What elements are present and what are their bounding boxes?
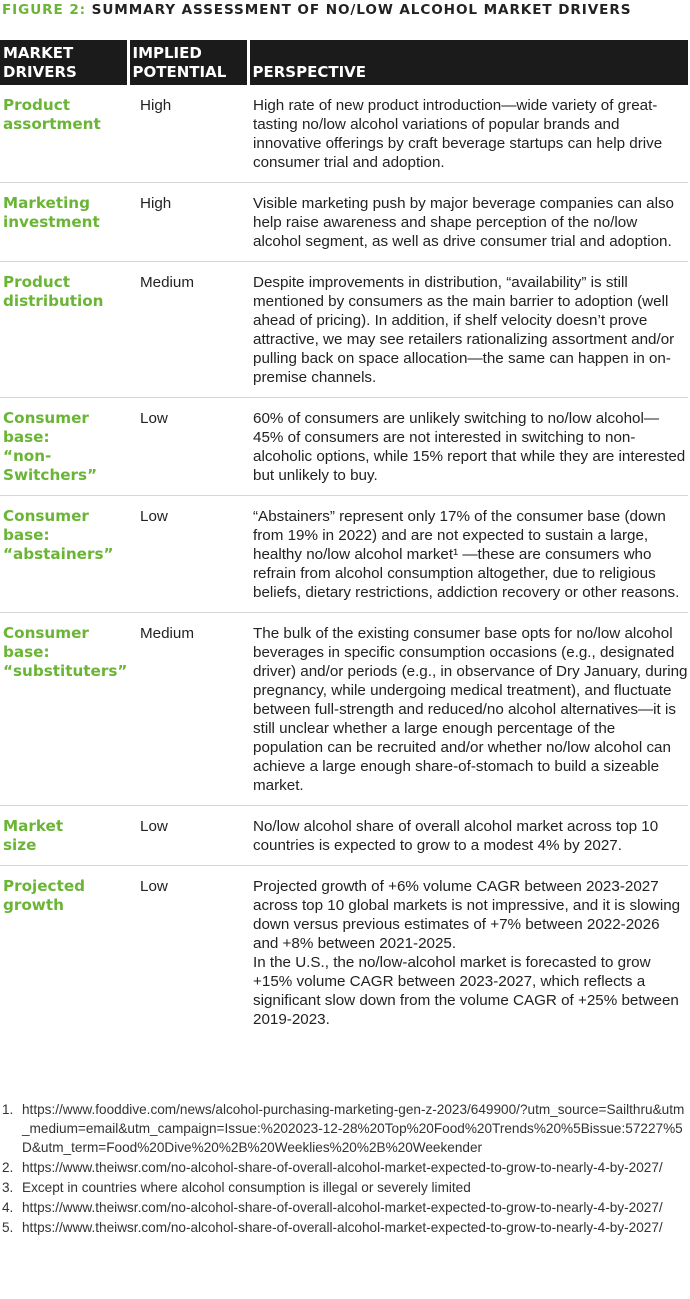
table-row xyxy=(0,398,688,496)
perspective-cell xyxy=(248,496,688,613)
market-driver-line2: “abstainers” xyxy=(3,545,114,563)
header-implied-potential-line2: POTENTIAL xyxy=(132,63,227,81)
table-row xyxy=(0,866,688,1040)
market-driver-line1: Product xyxy=(3,96,71,114)
footnote-item xyxy=(2,1100,688,1157)
table-header xyxy=(0,40,688,85)
market-driver-line2: growth xyxy=(3,896,64,914)
footnote-text: https://www.theiwsr.com/no-alcohol-share-of-overall-alcohol-market-expected-to-grow-to-nearly-4-by-2027/ xyxy=(22,1160,663,1175)
perspective-cell xyxy=(248,613,688,806)
perspective-cell xyxy=(248,398,688,496)
footnote-item xyxy=(2,1198,688,1217)
header-market-drivers xyxy=(0,40,128,85)
implied-potential-cell: Low xyxy=(128,398,248,496)
perspective-paragraph: “Abstainers” represent only 17% of the consumer base (down from 19% in 2022) and are not expected to sustain a large, healthy no/low alcohol market¹ —these are consumers who refrain from alcohol consumption altogether, due to religious beliefs, dietary restrictions, addiction recovery or other reasons. xyxy=(253,508,680,601)
table-row xyxy=(0,85,688,183)
market-driver-cell xyxy=(0,496,128,613)
table-row xyxy=(0,262,688,398)
perspective-cell xyxy=(248,183,688,262)
market-driver-line2: size xyxy=(3,836,37,854)
market-driver-line2: “substituters” xyxy=(3,662,128,680)
market-driver-line2: distribution xyxy=(3,292,104,310)
footnote-text: https://www.theiwsr.com/no-alcohol-share-of-overall-alcohol-market-expected-to-grow-to-nearly-4-by-2027/ xyxy=(22,1220,663,1235)
perspective-paragraph: In the U.S., the no/low-alcohol market is forecasted to grow +15% volume CAGR between 2023-2027, which reflects a significant slow down from the volume CAGR of +25% between 2019-2023. xyxy=(253,954,679,1028)
perspective-cell xyxy=(248,806,688,866)
table-row xyxy=(0,496,688,613)
table-body xyxy=(0,85,688,1039)
table-row xyxy=(0,183,688,262)
implied-potential-cell: High xyxy=(128,85,248,183)
market-driver-line1: Projected xyxy=(3,877,85,895)
implied-potential-cell: Medium xyxy=(128,613,248,806)
market-driver-cell xyxy=(0,398,128,496)
implied-potential-cell: High xyxy=(128,183,248,262)
header-market-drivers-line1: MARKET xyxy=(3,44,74,62)
footnote-number: 5. xyxy=(2,1220,14,1235)
market-driver-cell xyxy=(0,85,128,183)
footnote-number: 4. xyxy=(2,1200,14,1215)
header-market-drivers-line2: DRIVERS xyxy=(3,63,77,81)
implied-potential-cell: Low xyxy=(128,496,248,613)
footnote-item xyxy=(2,1178,688,1197)
market-driver-cell xyxy=(0,183,128,262)
market-driver-cell xyxy=(0,806,128,866)
footnote-item xyxy=(2,1218,688,1237)
market-drivers-table xyxy=(0,40,688,1039)
market-driver-line2: assortment xyxy=(3,115,101,133)
figure-title-text: SUMMARY ASSESSMENT OF NO/LOW ALCOHOL MARKET DRIVERS xyxy=(91,2,632,18)
market-driver-line1: Product xyxy=(3,273,71,291)
table-row xyxy=(0,613,688,806)
header-row xyxy=(0,40,688,85)
implied-potential-cell: Low xyxy=(128,806,248,866)
figure-title xyxy=(2,2,688,18)
perspective-paragraph: 60% of consumers are unlikely switching to no/low alcohol—45% of consumers are not interested in switching to non-alcoholic options, while 15% report that while they are interested but unlikely to buy. xyxy=(253,410,686,484)
market-driver-line1: Consumer base: xyxy=(3,409,89,446)
perspective-paragraph: Despite improvements in distribution, “availability” is still mentioned by consumers as the main barrier to adoption (well ahead of pricing). In addition, if shelf velocity doesn’t prove attractive, we may see retailers rationalizing assortment and/or pulling back on space allocation—the same can happen in on-premise channels. xyxy=(253,274,675,386)
market-driver-line2: “non-Switchers” xyxy=(3,447,98,484)
figure-label: FIGURE 2: xyxy=(2,2,87,18)
footnotes-list xyxy=(2,1100,688,1238)
footnote-number: 3. xyxy=(2,1180,14,1195)
perspective-paragraph: The bulk of the existing consumer base opts for no/low alcohol beverages in specific consumption occasions (e.g., designated driver) and/or periods (e.g., in observance of Dry January, during pregnancy, while undergoing medical treatment), and fluctuate between full-strength and reduced/no alcohol alternatives—it is still unclear whether a large enough percentage of the population can be recruited and/or whether no/low alcohol can achieve a large enough share-of-stomach to build a sizeable market. xyxy=(253,625,688,794)
market-driver-cell xyxy=(0,262,128,398)
footnote-number: 1. xyxy=(2,1102,14,1117)
market-driver-line1: Consumer base: xyxy=(3,624,89,661)
market-driver-cell xyxy=(0,866,128,1040)
market-driver-cell xyxy=(0,613,128,806)
table-row xyxy=(0,806,688,866)
market-driver-line1: Consumer base: xyxy=(3,507,89,544)
footnote-number: 2. xyxy=(2,1160,14,1175)
perspective-paragraph: No/low alcohol share of overall alcohol market across top 10 countries is expected to grow to a modest 4% by 2027. xyxy=(253,818,659,854)
perspective-cell xyxy=(248,262,688,398)
perspective-cell xyxy=(248,85,688,183)
header-implied-potential xyxy=(128,40,248,85)
market-driver-line1: Market xyxy=(3,817,64,835)
perspective-cell xyxy=(248,866,688,1040)
footnote-text: https://www.theiwsr.com/no-alcohol-share-of-overall-alcohol-market-expected-to-grow-to-nearly-4-by-2027/ xyxy=(22,1200,663,1215)
perspective-paragraph: High rate of new product introduction—wide variety of great-tasting no/low alcohol variations of popular brands and innovative offerings by craft beverage startups can help drive consumer trial and adoption. xyxy=(253,97,663,171)
footnote-text: https://www.fooddive.com/news/alcohol-purchasing-marketing-gen-z-2023/649900/?utm_source=Sailthru&utm_medium=email&utm_campaign=Issue:%202023-12-28%20Top%20Food%20Trends%20%5Bissue:57227%5D&utm_term=Food%20Dive%20%2B%20Weeklies%20%2B%20Weekender xyxy=(22,1102,685,1155)
market-driver-line1: Marketing xyxy=(3,194,90,212)
perspective-paragraph: Projected growth of +6% volume CAGR between 2023-2027 across top 10 global markets is not impressive, and it is slowing down versus previous estimates of +7% between 2022-2026 and +8% between 2021-2025. xyxy=(253,878,681,952)
implied-potential-cell: Low xyxy=(140,878,168,895)
header-implied-potential-line1: IMPLIED xyxy=(132,44,202,62)
market-driver-line2: investment xyxy=(3,213,100,231)
implied-potential-cell: Medium xyxy=(128,262,248,398)
header-perspective: PERSPECTIVE xyxy=(248,40,688,85)
perspective-paragraph: Visible marketing push by major beverage companies can also help raise awareness and shape perception of the no/low alcohol segment, as well as drive consumer trial and adoption. xyxy=(253,195,674,250)
footnote-text: Except in countries where alcohol consumption is illegal or severely limited xyxy=(22,1180,471,1195)
footnote-item xyxy=(2,1158,688,1177)
